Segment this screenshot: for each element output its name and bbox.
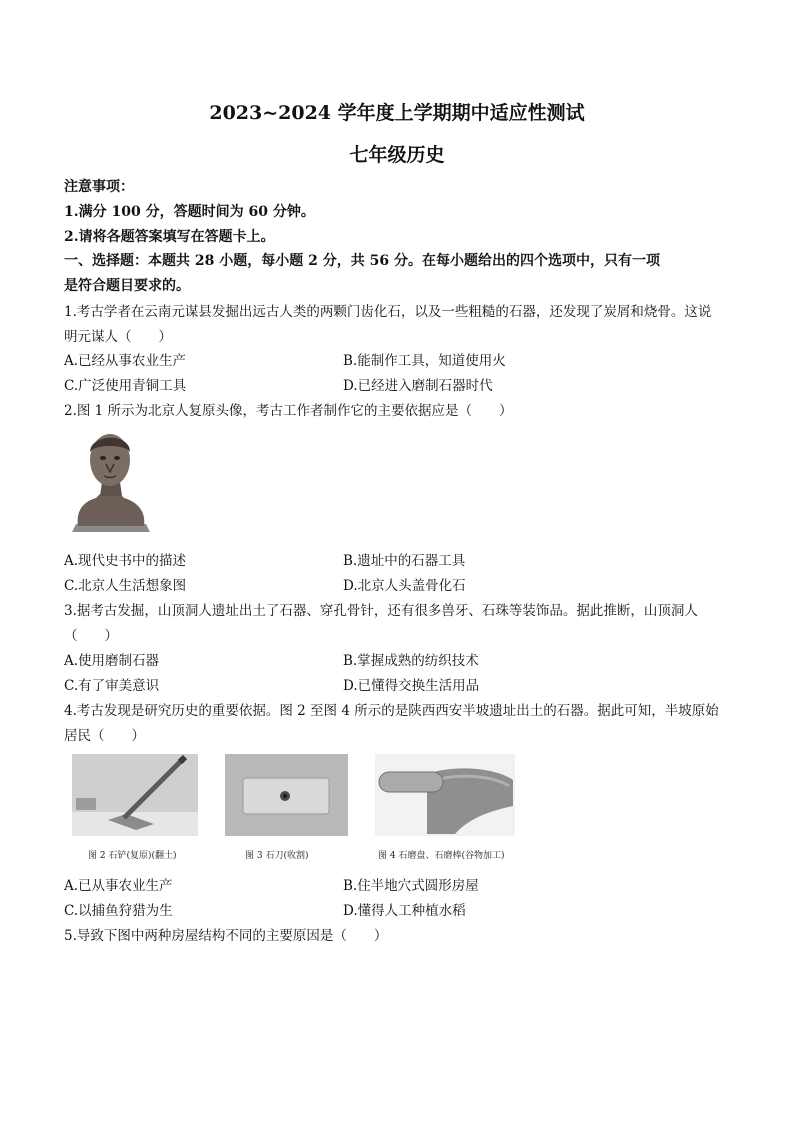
- q4-option-b: B.住半地穴式圆形房屋: [343, 878, 479, 894]
- section-heading-line-2: 是符合题目要求的。: [64, 278, 190, 294]
- q1-option-c: C.广泛使用青铜工具: [64, 378, 187, 394]
- q2-option-b: B.遗址中的石器工具: [343, 553, 466, 569]
- q1-option-d: D.已经进入磨制石器时代: [343, 378, 493, 394]
- notice-heading: 注意事项：: [64, 179, 134, 195]
- q1-option-a: A.已经从事农业生产: [64, 353, 187, 369]
- figure-3-caption: 图 3 石刀(收割): [245, 851, 309, 861]
- figure-4-caption: 图 4 石磨盘、石磨棒(谷物加工): [378, 851, 505, 861]
- q3-option-a: A.使用磨制石器: [64, 653, 160, 669]
- q3-option-b: B.掌握成熟的纺织技术: [343, 653, 479, 669]
- q2-option-d: D.北京人头盖骨化石: [343, 578, 466, 594]
- q4-option-d: D.懂得人工种植水稻: [343, 903, 466, 919]
- q5-stem-line-1: 5.导致下图中两种房屋结构不同的主要原因是（ ）: [64, 928, 388, 944]
- q1-stem-line-2: 明元谋人（ ）: [64, 329, 172, 345]
- q4-option-a: A.已从事农业生产: [64, 878, 173, 894]
- q3-option-d: D.已懂得交换生活用品: [343, 678, 480, 694]
- q2-option-c: C.北京人生活想象图: [64, 578, 187, 594]
- q3-stem-line-1: 3.据考古发掘，山顶洞人遗址出土了石器、穿孔骨针，还有很多兽牙、石珠等装饰品。据此推断，山顶洞人: [64, 603, 698, 619]
- q3-option-c: C.有了审美意识: [64, 678, 160, 694]
- q2-stem-line-1: 2.图 1 所示为北京人复原头像，考古工作者制作它的主要依据应是（ ）: [64, 403, 513, 419]
- exam-title: 2023~2024 学年度上学期期中适应性测试: [209, 102, 585, 124]
- q4-stem-line-2: 居民（ ）: [64, 728, 145, 744]
- q3-stem-line-2: （ ）: [64, 628, 118, 644]
- exam-subtitle: 七年级历史: [349, 144, 445, 166]
- figure-2-caption: 图 2 石铲(复原)(翻土): [88, 851, 177, 861]
- notice-item-1: 1.满分 100 分，答题时间为 60 分钟。: [64, 204, 315, 220]
- stone-shovel-image: [72, 754, 198, 836]
- q4-stem-line-1: 4.考古发现是研究历史的重要依据。图 2 至图 4 所示的是陕西西安半坡遗址出土的石器。据此可知，半坡原始: [64, 703, 719, 719]
- stone-knife-image: [225, 754, 348, 836]
- stone-mill-image: [375, 754, 515, 836]
- notice-item-2: 2.请将各题答案填写在答题卡上。: [64, 229, 275, 245]
- section-heading-line-1: 一、选择题：本题共 28 小题，每小题 2 分，共 56 分。在每小题给出的四个选项中，只有一项: [64, 253, 660, 269]
- q1-option-b: B.能制作工具，知道使用火: [343, 353, 506, 369]
- peking-man-bust-image: [64, 424, 154, 539]
- q1-stem-line-1: 1.考古学者在云南元谋县发掘出远古人类的两颗门齿化石，以及一些粗糙的石器，还发现了炭屑和烧骨。这说: [64, 304, 712, 320]
- q4-option-c: C.以捕鱼狩猎为生: [64, 903, 173, 919]
- q2-option-a: A.现代史书中的描述: [64, 553, 187, 569]
